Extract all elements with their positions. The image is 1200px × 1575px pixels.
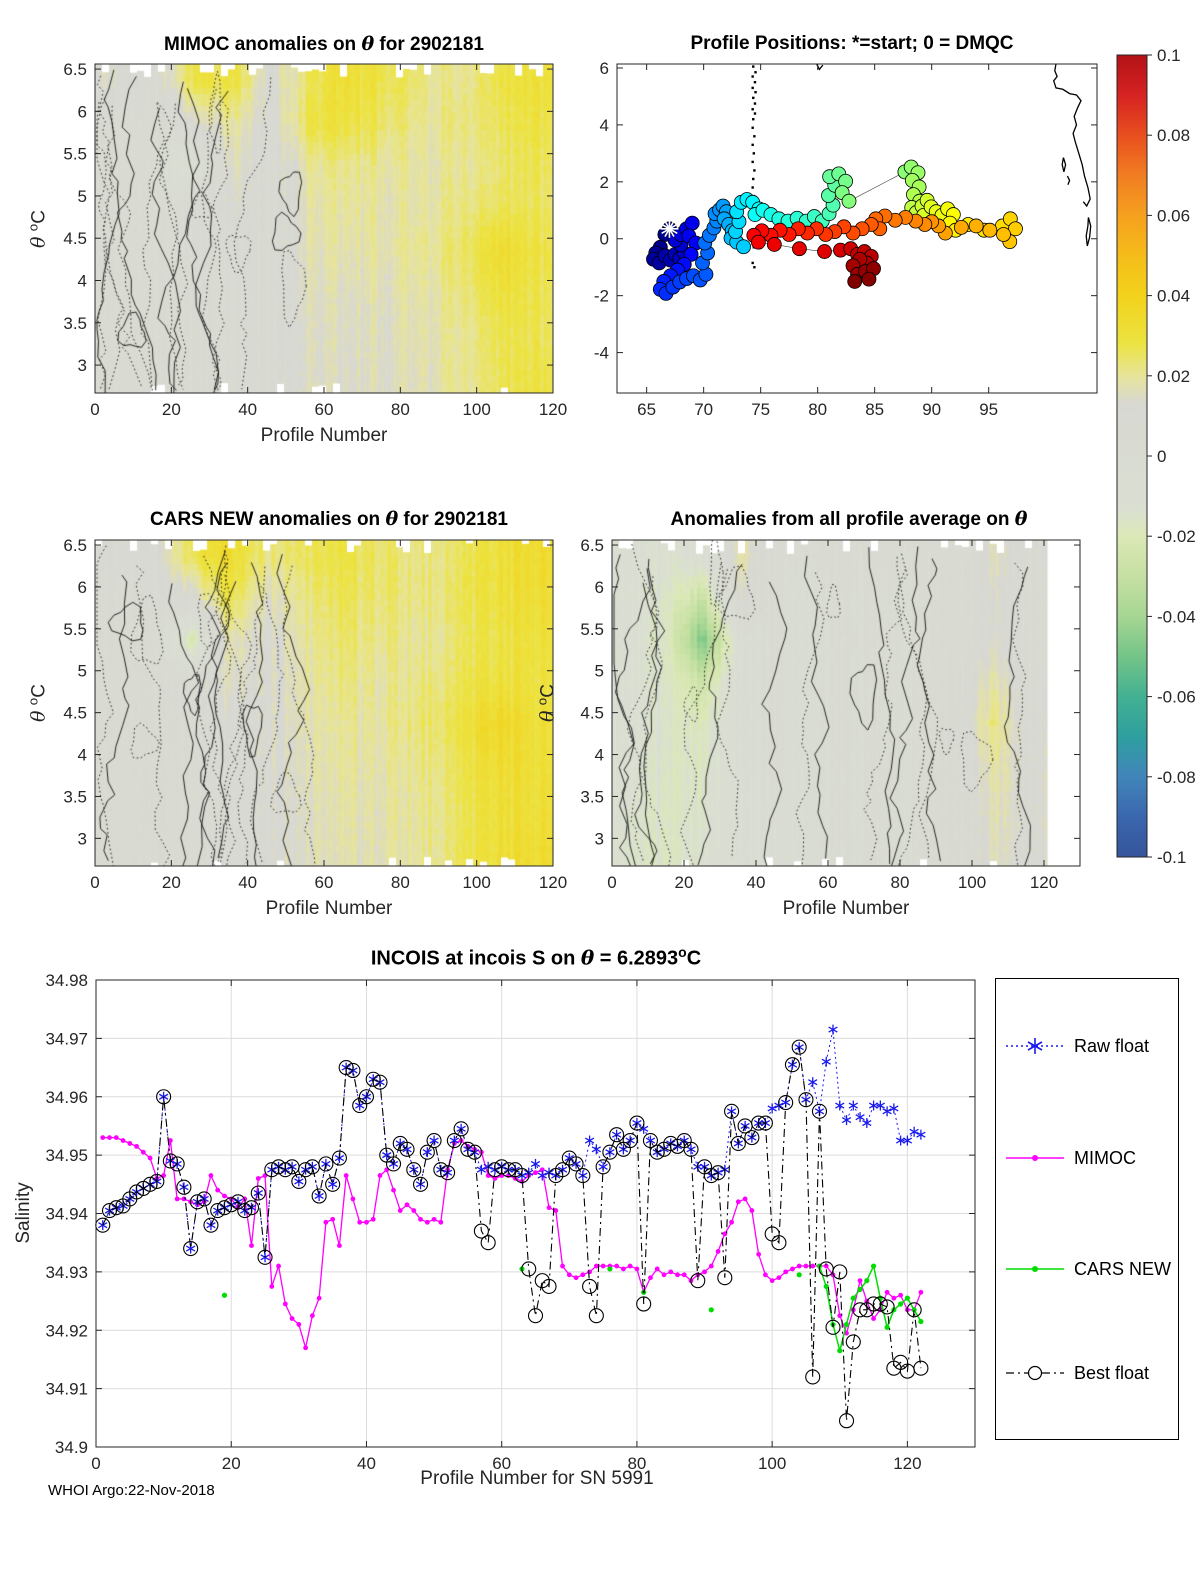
legend-sample-raw xyxy=(1004,1035,1066,1057)
svg-text:3.5: 3.5 xyxy=(63,787,87,807)
svg-text:4.5: 4.5 xyxy=(63,229,87,249)
svg-text:40: 40 xyxy=(357,1454,376,1473)
svg-text:4: 4 xyxy=(594,745,604,765)
svg-text:75: 75 xyxy=(751,400,771,419)
svg-text:-0.1: -0.1 xyxy=(1157,848,1187,867)
legend-item-mimoc: MIMOC xyxy=(1004,1147,1136,1169)
legend-item-best-float: Best float xyxy=(1004,1362,1149,1384)
svg-text:6.5: 6.5 xyxy=(63,536,87,556)
svg-text:20: 20 xyxy=(674,873,694,892)
svg-text:34.9: 34.9 xyxy=(54,1438,88,1457)
legend-box xyxy=(995,978,1179,1440)
svg-text:6: 6 xyxy=(77,577,87,597)
svg-text:60: 60 xyxy=(314,400,334,419)
svg-text:60: 60 xyxy=(818,873,838,892)
svg-text:3: 3 xyxy=(77,356,87,376)
panel-title-incois: INCOIS at incois S on $\theta = 6.2893^oC$ xyxy=(370,944,702,970)
svg-text:80: 80 xyxy=(808,400,828,419)
svg-text:4: 4 xyxy=(77,271,87,291)
svg-text:80: 80 xyxy=(390,873,410,892)
panel-title-positions: Profile Positions: *=start; 0 = DMQC xyxy=(690,33,1014,54)
ylabel-incois: Salinity xyxy=(13,1182,34,1244)
svg-text:0: 0 xyxy=(90,400,100,419)
legend-sample-mimoc xyxy=(1004,1147,1066,1169)
svg-text:6: 6 xyxy=(77,102,87,122)
footer-credit: WHOI Argo:22-Nov-2018 xyxy=(48,1482,215,1499)
ylabel-avg: θ $^o$C xyxy=(534,684,559,722)
svg-text:20: 20 xyxy=(221,1454,241,1473)
svg-text:2: 2 xyxy=(599,172,609,192)
svg-text:60: 60 xyxy=(314,873,334,892)
svg-text:3.5: 3.5 xyxy=(580,787,604,807)
svg-text:40: 40 xyxy=(746,873,766,892)
svg-text:4: 4 xyxy=(599,115,609,135)
svg-text:0.1: 0.1 xyxy=(1157,46,1181,65)
panel-title-mimoc: MIMOC anomalies on θ for 2902181 xyxy=(164,33,484,55)
svg-text:6.5: 6.5 xyxy=(580,536,604,556)
svg-text:-0.06: -0.06 xyxy=(1157,687,1196,707)
legend-item-raw-float: Raw float xyxy=(1004,1035,1149,1057)
svg-text:34.97: 34.97 xyxy=(45,1029,88,1049)
svg-text:40: 40 xyxy=(238,400,258,419)
xlabel-mimoc: Profile Number xyxy=(260,425,388,446)
svg-text:4.5: 4.5 xyxy=(580,703,604,723)
svg-text:80: 80 xyxy=(627,1454,647,1473)
svg-text:3: 3 xyxy=(594,829,604,849)
svg-text:100: 100 xyxy=(957,873,987,892)
svg-text:5.5: 5.5 xyxy=(63,144,87,164)
xlabel-avg: Profile Number xyxy=(782,898,910,919)
svg-text:0: 0 xyxy=(90,873,100,892)
svg-text:70: 70 xyxy=(694,400,714,419)
svg-text:-0.04: -0.04 xyxy=(1157,607,1196,627)
svg-text:40: 40 xyxy=(238,873,258,892)
ylabel-mimoc: θ $^o$C xyxy=(25,210,50,248)
svg-text:34.95: 34.95 xyxy=(45,1146,88,1166)
svg-text:0: 0 xyxy=(599,229,609,249)
legend-item-cars-new: CARS NEW xyxy=(1004,1258,1171,1280)
svg-text:0: 0 xyxy=(607,873,617,892)
svg-text:34.91: 34.91 xyxy=(45,1379,88,1399)
svg-text:5.5: 5.5 xyxy=(580,619,604,639)
svg-text:80: 80 xyxy=(890,873,910,892)
svg-text:-0.02: -0.02 xyxy=(1157,527,1196,547)
svg-text:0.08: 0.08 xyxy=(1157,126,1191,146)
svg-text:120: 120 xyxy=(893,1454,922,1473)
svg-text:4: 4 xyxy=(77,745,87,765)
svg-text:65: 65 xyxy=(637,400,657,419)
panel-title-avg: Anomalies from all profile average on θ xyxy=(670,508,1028,530)
svg-text:0.02: 0.02 xyxy=(1157,366,1191,386)
legend-sample-best xyxy=(1004,1362,1066,1384)
xlabel-incois: Profile Number for SN 5991 xyxy=(420,1468,654,1489)
svg-text:34.93: 34.93 xyxy=(45,1262,88,1282)
svg-text:80: 80 xyxy=(390,400,410,419)
svg-text:3: 3 xyxy=(77,829,87,849)
svg-text:100: 100 xyxy=(757,1454,787,1473)
xlabel-cars: Profile Number xyxy=(265,898,393,919)
svg-text:34.92: 34.92 xyxy=(45,1321,88,1341)
svg-text:120: 120 xyxy=(538,873,568,892)
svg-text:-4: -4 xyxy=(593,343,609,363)
svg-text:-2: -2 xyxy=(593,286,609,306)
ylabel-cars: θ $^o$C xyxy=(25,684,50,722)
svg-text:0.04: 0.04 xyxy=(1157,286,1191,306)
svg-text:0: 0 xyxy=(1157,447,1167,466)
svg-text:6: 6 xyxy=(599,58,609,78)
svg-text:0.06: 0.06 xyxy=(1157,206,1191,226)
svg-text:34.98: 34.98 xyxy=(45,971,88,990)
svg-text:5: 5 xyxy=(77,186,87,206)
svg-text:6: 6 xyxy=(594,577,604,597)
svg-text:95: 95 xyxy=(979,400,999,419)
panel-title-cars: CARS NEW anomalies on θ for 2902181 xyxy=(150,508,508,530)
svg-text:34.94: 34.94 xyxy=(45,1204,88,1224)
legend-sample-cars xyxy=(1004,1258,1066,1280)
svg-text:90: 90 xyxy=(922,400,942,419)
svg-text:120: 120 xyxy=(1029,873,1059,892)
svg-text:34.96: 34.96 xyxy=(45,1087,88,1107)
svg-text:5: 5 xyxy=(594,661,604,681)
svg-text:0: 0 xyxy=(91,1454,101,1473)
svg-text:5: 5 xyxy=(77,661,87,681)
svg-text:6.5: 6.5 xyxy=(63,60,87,80)
svg-text:-0.08: -0.08 xyxy=(1157,767,1196,787)
svg-text:20: 20 xyxy=(161,400,181,419)
svg-text:60: 60 xyxy=(492,1454,512,1473)
svg-text:120: 120 xyxy=(538,400,568,419)
svg-text:4.5: 4.5 xyxy=(63,703,87,723)
svg-text:5.5: 5.5 xyxy=(63,619,87,639)
svg-text:3.5: 3.5 xyxy=(63,313,87,333)
svg-text:20: 20 xyxy=(161,873,181,892)
svg-text:100: 100 xyxy=(462,873,491,892)
svg-text:100: 100 xyxy=(462,400,491,419)
svg-text:85: 85 xyxy=(865,400,885,419)
